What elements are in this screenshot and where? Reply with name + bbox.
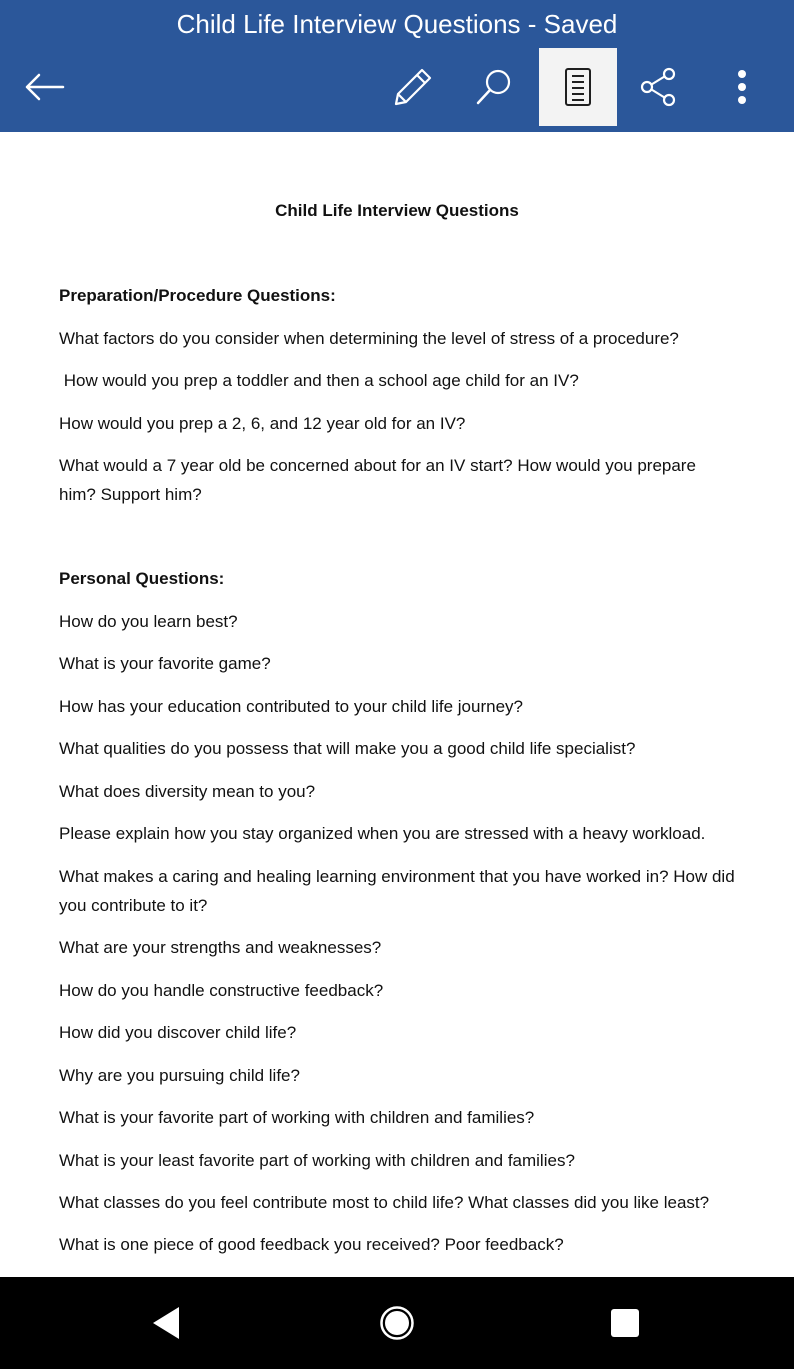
reading-view-icon bbox=[564, 67, 592, 107]
share-button[interactable] bbox=[620, 48, 698, 126]
question-item: What classes do you feel contribute most to child life? What classes did you like least? bbox=[59, 1193, 710, 1212]
question-item: What is your favorite game? bbox=[59, 654, 271, 673]
app-toolbar bbox=[0, 0, 794, 132]
question-item: What makes a caring and healing learning environment that you have worked in? How did you contribute to it? bbox=[59, 867, 735, 915]
question-item: Please explain how you stay organized when you are stressed with a heavy workload. bbox=[59, 824, 706, 843]
question-item: What is your least favorite part of working with children and families? bbox=[59, 1151, 575, 1170]
question-item: How would you prep a toddler and then a school age child for an IV? bbox=[59, 371, 579, 390]
home-circle-icon bbox=[379, 1305, 415, 1341]
question-item: What would a 7 year old be concerned about for an IV start? How would you prepare him? Support him? bbox=[59, 456, 696, 504]
question-item: What are your strengths and weaknesses? bbox=[59, 938, 382, 957]
back-triangle-icon bbox=[151, 1306, 181, 1340]
more-vertical-icon bbox=[736, 69, 748, 105]
section-title-personal: Personal Questions: bbox=[59, 569, 225, 588]
question-item: How do you handle constructive feedback? bbox=[59, 981, 384, 1000]
document-heading: Child Life Interview Questions bbox=[275, 201, 519, 220]
reading-view-button[interactable] bbox=[539, 48, 617, 126]
pencil-icon bbox=[393, 67, 433, 107]
nav-recents-button[interactable] bbox=[595, 1297, 655, 1349]
document-title: Child Life Interview Questions - Saved bbox=[176, 9, 618, 39]
question-item: What factors do you consider when determining the level of stress of a procedure? bbox=[59, 329, 679, 348]
edit-button[interactable] bbox=[374, 48, 452, 126]
document-page[interactable] bbox=[0, 132, 794, 1277]
question-item: What is your favorite part of working with children and families? bbox=[59, 1108, 535, 1127]
more-options-button[interactable] bbox=[703, 48, 781, 126]
question-item: What is one piece of good feedback you received? Poor feedback? bbox=[59, 1235, 564, 1254]
back-arrow-icon bbox=[25, 72, 65, 102]
back-button[interactable] bbox=[6, 48, 84, 126]
system-navigation-bar bbox=[0, 1277, 794, 1369]
question-item: How did you discover child life? bbox=[59, 1023, 297, 1042]
question-item: How would you prep a 2, 6, and 12 year old for an IV? bbox=[59, 414, 466, 433]
nav-back-button[interactable] bbox=[136, 1297, 196, 1349]
share-icon bbox=[639, 67, 679, 107]
question-item: How has your education contributed to your child life journey? bbox=[59, 697, 523, 716]
question-item: What qualities do you possess that will make you a good child life specialist? bbox=[59, 739, 636, 758]
nav-home-button[interactable] bbox=[367, 1297, 427, 1349]
question-item: Why are you pursuing child life? bbox=[59, 1066, 300, 1085]
recents-square-icon bbox=[610, 1308, 640, 1338]
question-item: What does diversity mean to you? bbox=[59, 782, 316, 801]
question-item: How do you learn best? bbox=[59, 612, 238, 631]
search-icon bbox=[474, 67, 514, 107]
search-button[interactable] bbox=[455, 48, 533, 126]
section-title-preparation: Preparation/Procedure Questions: bbox=[59, 286, 336, 305]
